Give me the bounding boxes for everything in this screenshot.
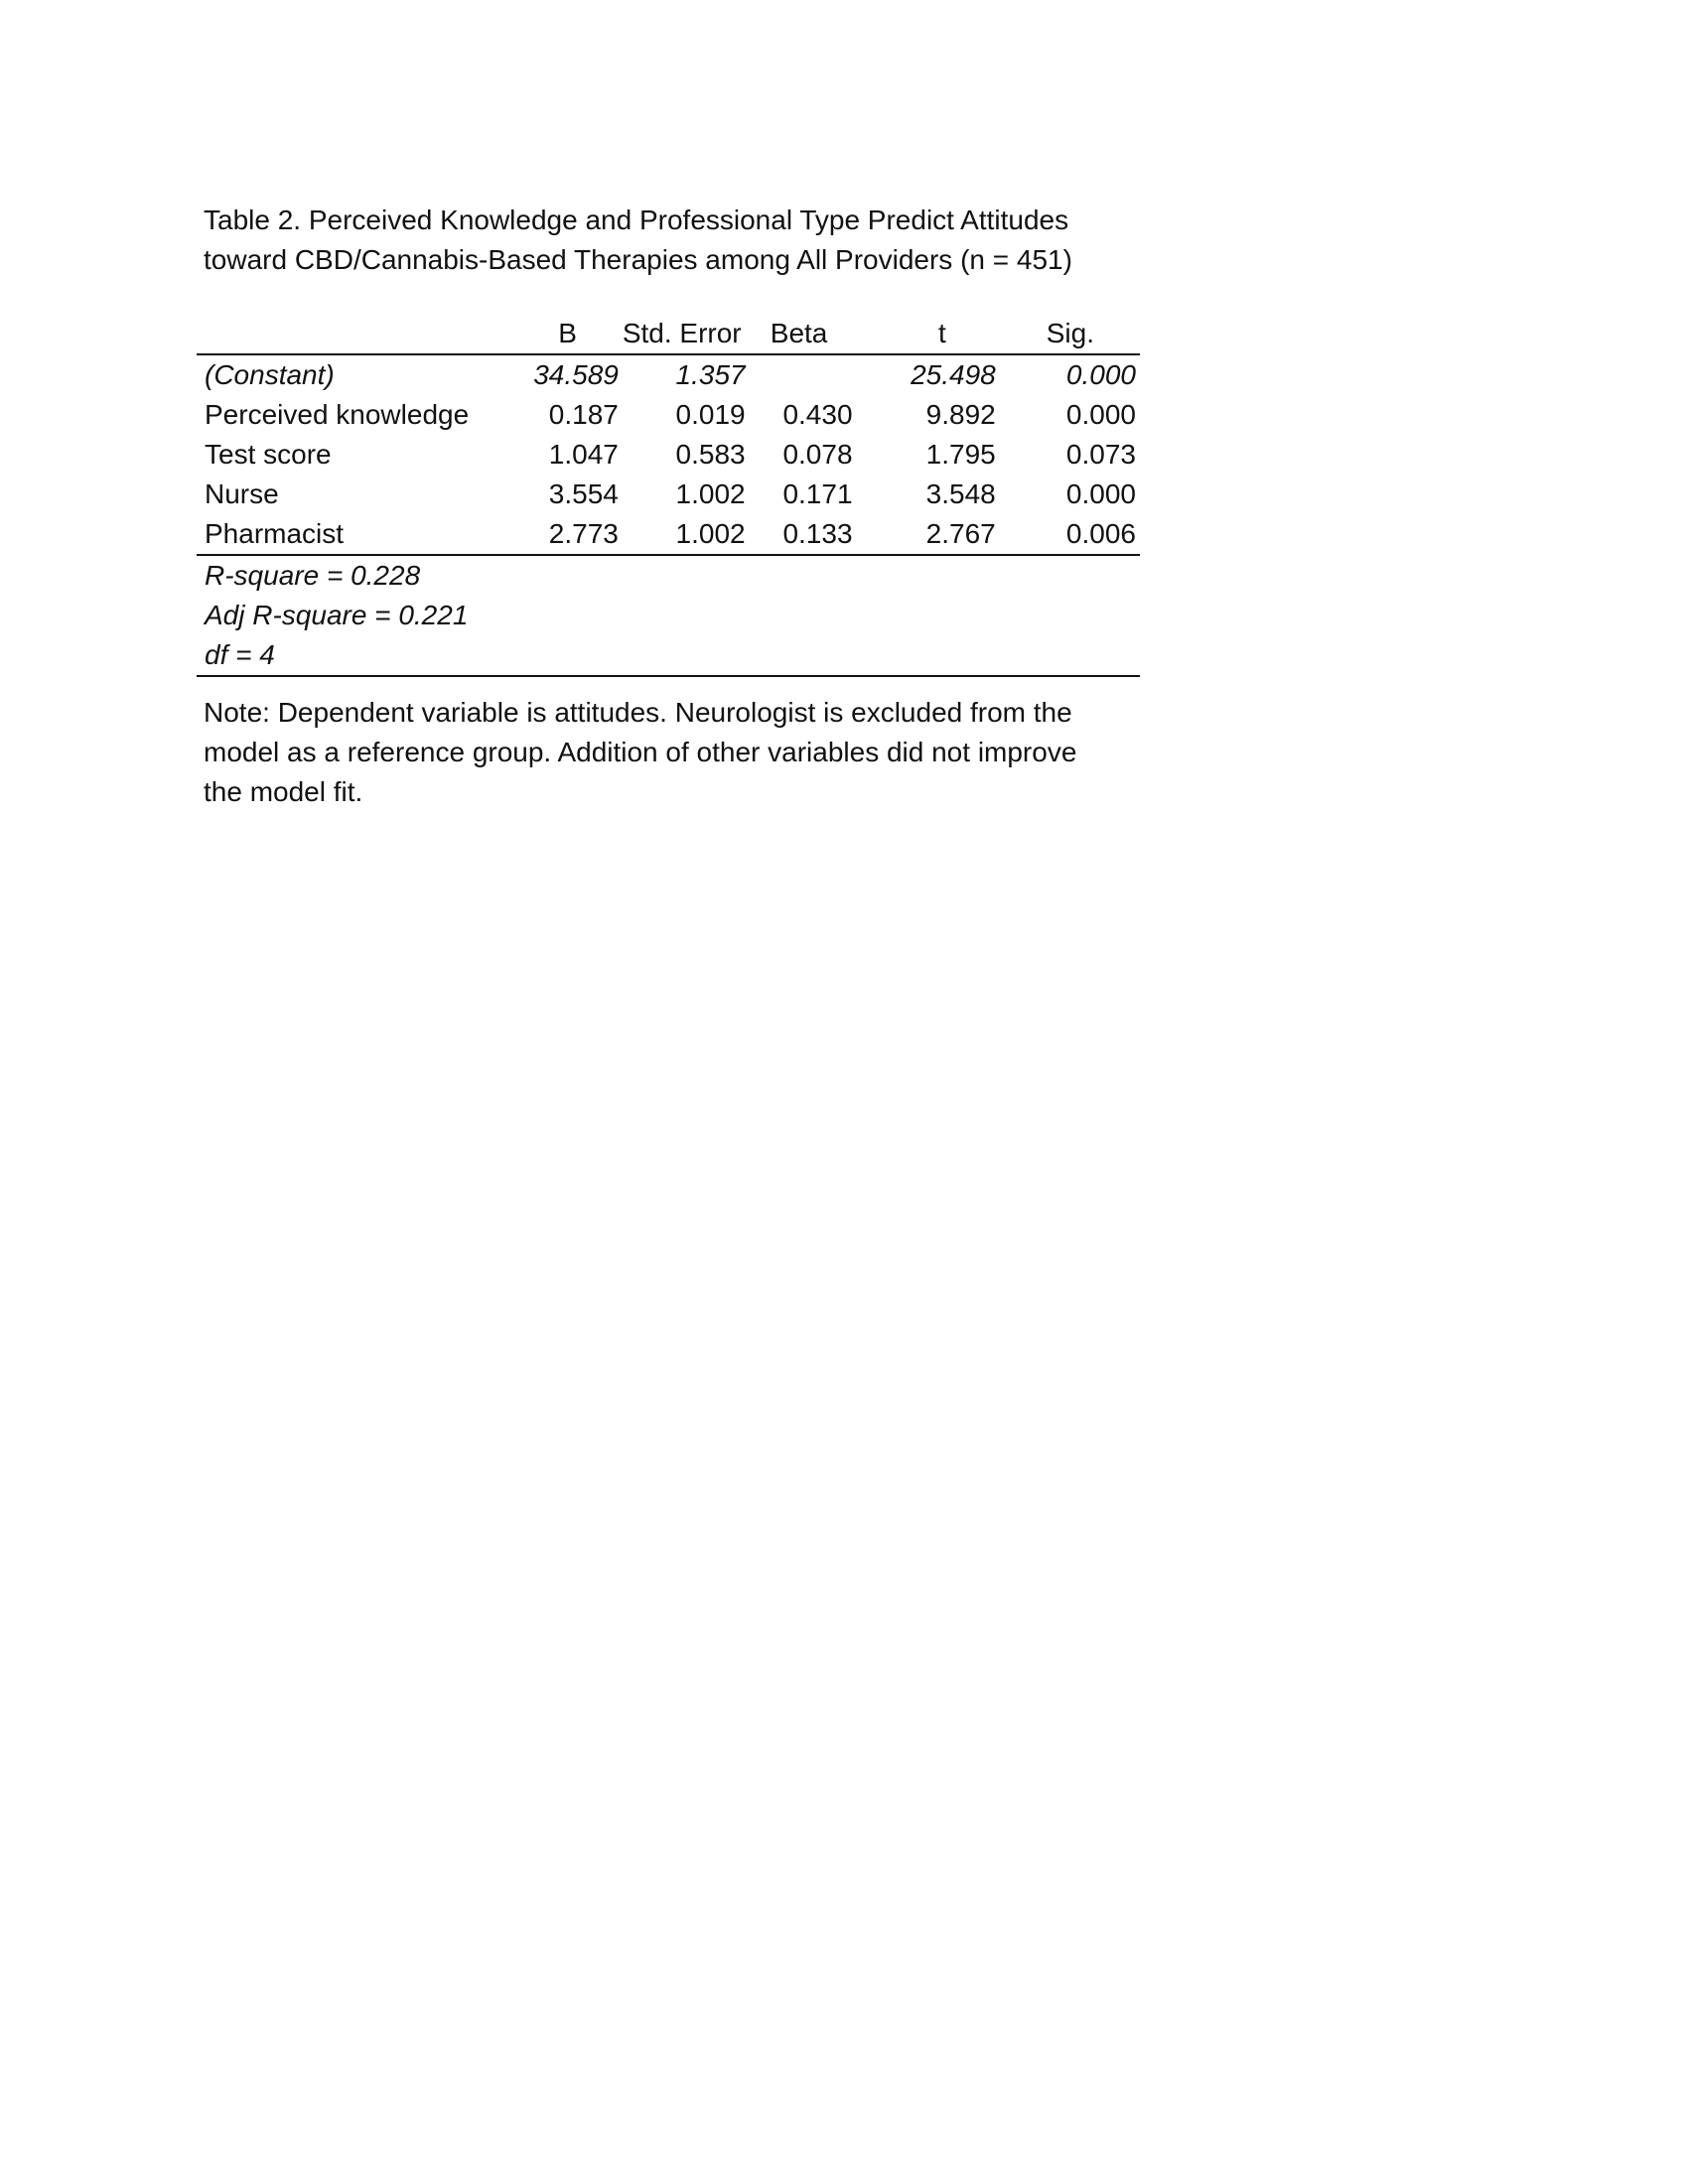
note-line-1: Note: Dependent variable is attitudes. Neurologist is excluded from the (204, 697, 1072, 728)
header-t: t (853, 314, 996, 354)
cell-se: 0.583 (675, 439, 746, 470)
cell-beta (746, 354, 853, 395)
table-row (197, 475, 1140, 514)
cell-se: 1.002 (619, 514, 746, 555)
header-std-error: Std. Error (619, 314, 746, 354)
caption-line-1: Table 2. Perceived Knowledge and Professional Type Predict Attitudes (204, 205, 1069, 235)
model-fit-row (197, 596, 1140, 635)
cell-se: 1.357 (675, 359, 746, 390)
cell-b: 0.187 (548, 399, 619, 430)
cell-t: 2.767 (853, 514, 996, 555)
cell-se: 1.002 (675, 478, 746, 509)
note-line-3: the model fit. (204, 776, 363, 807)
header-sig: Sig. (996, 314, 1140, 354)
cell-beta: 0.171 (782, 478, 853, 509)
cell-t: 9.892 (925, 399, 996, 430)
cell-b: 2.773 (493, 514, 619, 555)
cell-beta: 0.133 (746, 514, 853, 555)
row-label: Perceived knowledge (205, 399, 470, 430)
cell-b: 3.554 (548, 478, 619, 509)
table-caption (204, 201, 1157, 280)
cell-sig: 0.073 (1065, 439, 1136, 470)
degrees-of-freedom: df = 4 (197, 635, 1140, 676)
row-label: Nurse (205, 478, 279, 509)
cell-se: 0.019 (675, 399, 746, 430)
cell-b: 1.047 (548, 439, 619, 470)
model-fit-row (197, 555, 1140, 596)
regression-table (197, 314, 1140, 677)
cell-b: 34.589 (533, 359, 619, 390)
cell-beta: 0.078 (782, 439, 853, 470)
row-label: (Constant) (205, 359, 335, 390)
header-label (197, 314, 493, 354)
table-note (204, 693, 1137, 812)
row-label: Pharmacist (197, 514, 493, 555)
table-row (197, 354, 1140, 395)
table-row (197, 435, 1140, 475)
cell-t: 25.498 (911, 359, 996, 390)
note-line-2: model as a reference group. Addition of other variables did not improve (204, 737, 1077, 767)
caption-line-2: toward CBD/Cannabis-Based Therapies among All Providers (n = 451) (204, 244, 1072, 275)
row-label: Test score (205, 439, 332, 470)
cell-sig: 0.000 (1065, 359, 1136, 390)
header-b: B (493, 314, 619, 354)
table-row (197, 395, 1140, 435)
r-square: R-square = 0.228 (205, 560, 421, 591)
cell-t: 3.548 (925, 478, 996, 509)
cell-sig: 0.006 (996, 514, 1140, 555)
cell-sig: 0.000 (1065, 399, 1136, 430)
model-fit-row (197, 635, 1140, 676)
header-beta: Beta (746, 314, 853, 354)
table-header-row (197, 314, 1140, 354)
cell-sig: 0.000 (1065, 478, 1136, 509)
table-row (197, 514, 1140, 555)
adj-r-square: Adj R-square = 0.221 (205, 600, 469, 630)
cell-beta: 0.430 (782, 399, 853, 430)
cell-t: 1.795 (925, 439, 996, 470)
